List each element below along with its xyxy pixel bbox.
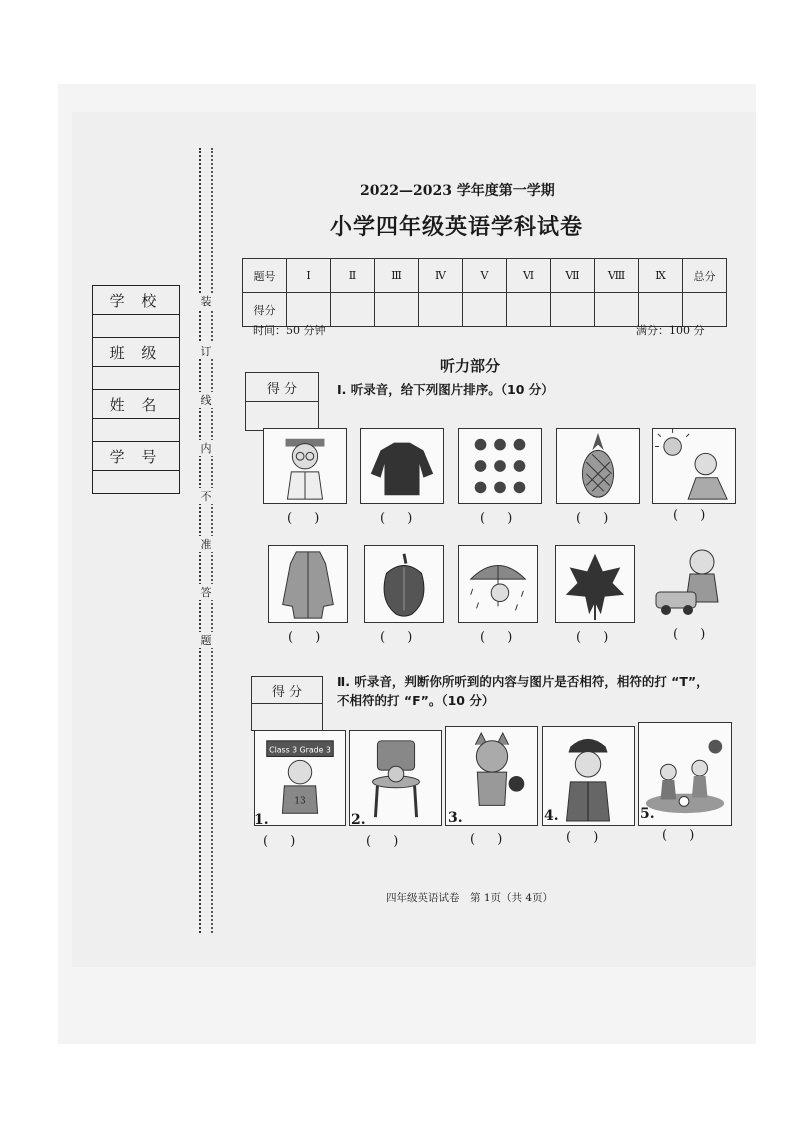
score-header-cell: Ⅲ	[375, 259, 419, 293]
q1-answer-10[interactable]: ( )	[673, 627, 706, 642]
taxi-driver-picture	[652, 540, 732, 618]
seal-char: 装	[198, 293, 214, 309]
q2-answer-2[interactable]: ( )	[366, 834, 399, 849]
q1-answer-6[interactable]: ( )	[288, 630, 321, 645]
info-label-number: 学 号	[93, 442, 180, 471]
seal-char: 题	[198, 632, 214, 648]
q2-answer-1[interactable]: ( )	[263, 834, 296, 849]
seal-char: 不	[198, 488, 214, 504]
q1-answer-4[interactable]: ( )	[576, 511, 609, 526]
rainy-umbrella-picture	[458, 545, 538, 623]
green-pepper-picture	[364, 545, 444, 623]
info-blank-class[interactable]	[93, 367, 180, 390]
score-cell[interactable]	[419, 293, 463, 327]
exam-title: 小学四年级英语学科试卷	[330, 215, 584, 240]
score-cell[interactable]	[375, 293, 419, 327]
sunny-beach-picture	[652, 428, 736, 504]
svg-text:13: 13	[294, 796, 306, 807]
q2-number-3: 3.	[448, 810, 463, 826]
sign-text: Class 3 Grade 3	[269, 745, 331, 755]
q1-instruction: Ⅰ. 听录音，给下列图片排序。（10 分）	[337, 382, 554, 397]
q2-score-box	[251, 676, 323, 731]
score-header-cell: Ⅱ	[331, 259, 375, 293]
info-label-class: 班 级	[93, 338, 180, 367]
q2-answer-3[interactable]: ( )	[470, 832, 503, 847]
score-header-cell: Ⅵ	[507, 259, 551, 293]
flowers-picture	[458, 428, 542, 504]
q1-answer-9[interactable]: ( )	[576, 630, 609, 645]
q2-number-5: 5.	[640, 806, 655, 822]
q2-answer-4[interactable]: ( )	[566, 830, 599, 845]
leaf-picture	[555, 545, 635, 623]
score-table	[242, 258, 727, 327]
score-cell[interactable]	[595, 293, 639, 327]
score-cell[interactable]	[507, 293, 551, 327]
score-header-cell: Ⅳ	[419, 259, 463, 293]
info-blank-school[interactable]	[93, 315, 180, 338]
score-header-cell: Ⅸ	[639, 259, 683, 293]
score-header-cell: Ⅴ	[463, 259, 507, 293]
score-header-cell: Ⅶ	[551, 259, 595, 293]
exam-time: 时间：50 分钟	[253, 324, 326, 337]
full-score: 满分：100 分	[636, 324, 705, 337]
q1-answer-1[interactable]: ( )	[287, 511, 320, 526]
score-cell[interactable]	[551, 293, 595, 327]
q2-score-label: 得 分	[252, 677, 323, 704]
pineapple-picture	[556, 428, 640, 504]
score-cell[interactable]	[463, 293, 507, 327]
score-header-cell: Ⅷ	[595, 259, 639, 293]
jacket-picture	[360, 428, 444, 504]
coat-picture	[268, 545, 348, 623]
q2-instruction-line2: 不相符的打 “F”。（10 分）	[337, 693, 495, 708]
score-header-cell: 题号	[243, 259, 287, 293]
page-footer: 四年级英语试卷 第 1页（共 4页）	[386, 892, 554, 904]
score-row-label: 得分	[243, 293, 287, 327]
q1-answer-7[interactable]: ( )	[380, 630, 413, 645]
q1-score-label: 得 分	[246, 373, 319, 402]
q1-answer-8[interactable]: ( )	[480, 630, 513, 645]
seal-char: 线	[198, 392, 214, 408]
q2-answer-5[interactable]: ( )	[662, 828, 695, 843]
seal-char: 内	[198, 440, 214, 456]
q2-instruction-line1: Ⅱ. 听录音，判断你所听到的内容与图片是否相符，相符的打 “T”，	[337, 674, 709, 689]
score-header-cell: Ⅰ	[287, 259, 331, 293]
seal-char: 订	[198, 343, 214, 359]
q1-answer-5[interactable]: ( )	[673, 508, 706, 523]
q1-answer-2[interactable]: ( )	[380, 511, 413, 526]
seal-char: 答	[198, 584, 214, 600]
doctor-picture	[263, 428, 347, 504]
q2-number-4: 4.	[544, 808, 559, 824]
q1-score-field[interactable]	[246, 402, 319, 431]
q1-answer-3[interactable]: ( )	[480, 511, 513, 526]
score-header-cell: 总分	[683, 259, 727, 293]
q2-number-2: 2.	[351, 812, 366, 828]
score-cell[interactable]	[331, 293, 375, 327]
q2-score-field[interactable]	[252, 704, 323, 731]
info-label-name: 姓 名	[93, 390, 180, 419]
info-blank-number[interactable]	[93, 471, 180, 494]
section-title-listening: 听力部分	[440, 357, 501, 375]
q1-score-box	[245, 372, 319, 431]
q2-number-1: 1.	[254, 812, 269, 828]
info-blank-name[interactable]	[93, 419, 180, 442]
student-info-table	[92, 285, 180, 494]
school-year: 2022—2023 学年度第一学期	[360, 183, 555, 199]
info-label-school: 学 校	[93, 286, 180, 315]
seal-char: 准	[198, 536, 214, 552]
